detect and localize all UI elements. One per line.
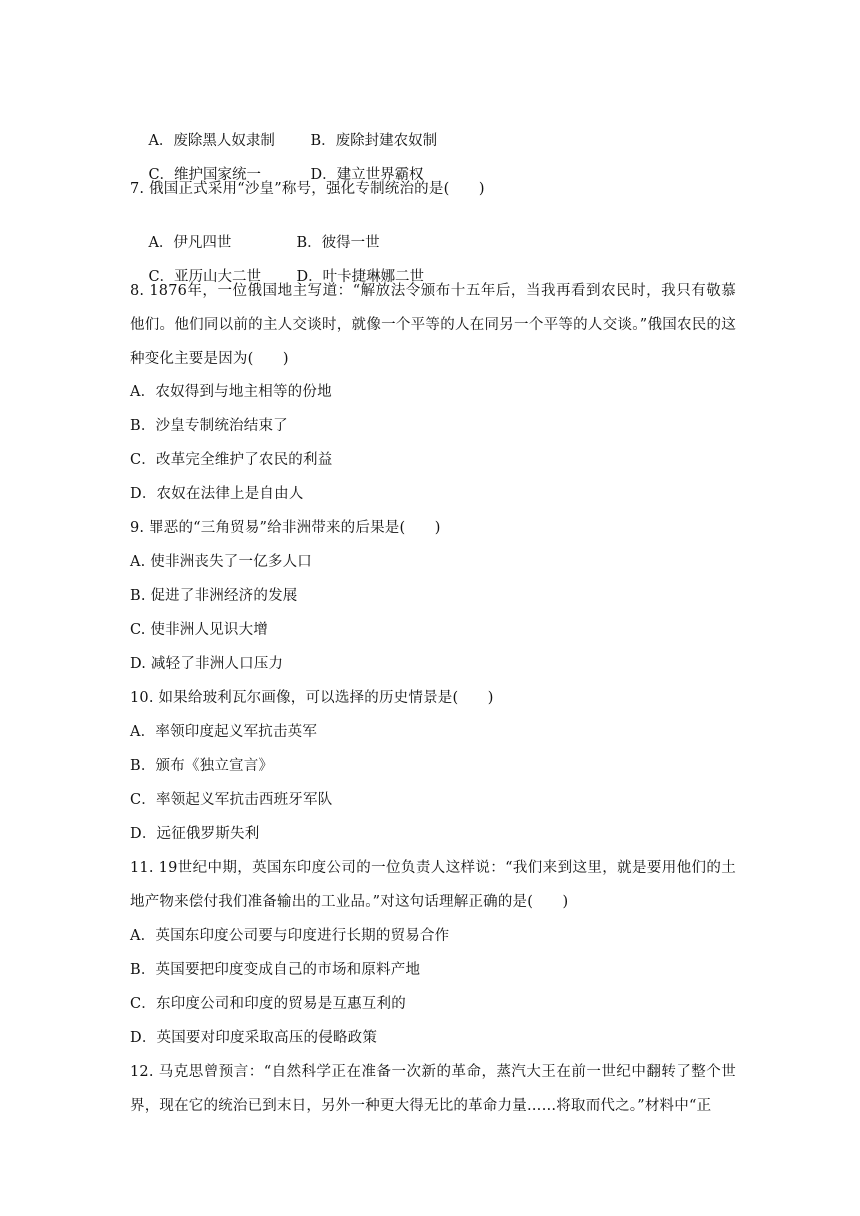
q9-stem: 9. 罪恶的“三角贸易”给非洲带来的后果是( ): [130, 520, 441, 536]
q12-stem: 12. 马克思曾预言：“自然科学正在准备一次新的革命，蒸汽大王在前一世纪中翻转了整个世界，现在它的统治已到末日，另外一种更大得无比的革命力量……将取而代之。”材料中“正: [130, 1064, 736, 1114]
q11-option-b: B．英国要把印度变成自己的市场和原料产地: [130, 962, 421, 978]
q8-option-c: C．改革完全维护了农民的利益: [130, 452, 333, 468]
q8-stem: 8. 1876年，一位俄国地主写道：“解放法令颁布十五年后，当我再看到农民时，我只有敬慕他们。他们同以前的主人交谈时，就像一个平等的人在同另一个平等的人交谈。”俄国农民的这种变化主要是因为( ): [130, 283, 736, 367]
q9-option-b: B. 促进了非洲经济的发展: [130, 588, 298, 604]
q9-option-d: D. 减轻了非洲人口压力: [130, 656, 284, 672]
q11-option-d: D．英国要对印度采取高压的侵略政策: [130, 1030, 378, 1046]
q6-option-b: B．废除封建农奴制: [310, 133, 438, 149]
q8-option-d: D．农奴在法律上是自由人: [130, 486, 304, 502]
q11-stem: 11. 19世纪中期，英国东印度公司的一位负责人这样说：“我们来到这里，就是要用他们的土地产物来偿付我们准备输出的工业品。”对这句话理解正确的是( ): [130, 860, 736, 910]
q8-option-b: B．沙皇专制统治结束了: [130, 418, 288, 434]
q6-option-d: D．建立世界霸权: [310, 167, 424, 183]
q9-option-c: C. 使非洲人见识大增: [130, 622, 268, 638]
q10-option-d: D．远征俄罗斯失利: [130, 826, 260, 842]
q10-option-a: A．率领印度起义军抗击英军: [130, 724, 318, 740]
q7-option-c: C．亚历山大二世: [148, 269, 262, 285]
q8-option-a: A．农奴得到与地主相等的份地: [130, 384, 332, 400]
q7-option-b: B．彼得一世: [296, 235, 380, 251]
q10-option-b: B．颁布《独立宣言》: [130, 758, 274, 774]
q11-option-a: A．英国东印度公司要与印度进行长期的贸易合作: [130, 928, 450, 944]
q6-option-a: A．废除黑人奴隶制: [148, 133, 275, 149]
q10-option-c: C．率领起义军抗击西班牙军队: [130, 792, 333, 808]
q7-stem: 7. 俄国正式采用“沙皇”称号，强化专制统治的是( ): [130, 181, 485, 197]
q6-option-c: C．维护国家统一: [148, 167, 262, 183]
q10-stem: 10. 如果给玻利瓦尔画像，可以选择的历史情景是( ): [130, 690, 494, 706]
q9-option-a: A. 使非洲丧失了一亿多人口: [130, 554, 312, 570]
q7-option-d: D．叶卡捷琳娜二世: [296, 269, 425, 285]
q11-option-c: C．东印度公司和印度的贸易是互惠互利的: [130, 996, 406, 1012]
q7-option-a: A．伊凡四世: [148, 235, 232, 251]
